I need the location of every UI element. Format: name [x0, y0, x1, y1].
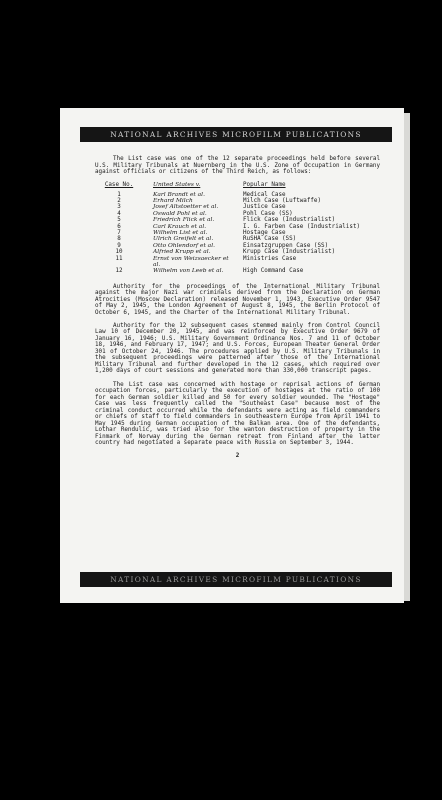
header-defendant: United States v. [153, 182, 201, 189]
case-number-cell: 8 [117, 236, 121, 243]
table-row [95, 256, 380, 269]
case-number-cell: 10 [115, 249, 123, 256]
defendant-cell: Friedrich Flick et al. [153, 217, 215, 224]
case-table-body [95, 192, 380, 275]
case-number-cell: 11 [115, 255, 123, 262]
case-number-cell: 2 [117, 198, 121, 204]
header-band: NATIONAL ARCHIVES MICROFILM PUBLICATIONS [80, 127, 392, 142]
defendant-cell: Otto Ohlendorf et al. [153, 242, 215, 249]
case-table-header [95, 182, 380, 192]
defendant-cell: Erhard Milch [153, 198, 193, 204]
popular-name-cell: Pohl Case (SS) [243, 210, 293, 217]
defendant-cell: Karl Brandt et al. [153, 191, 205, 198]
paragraph-authority-imt: Authority for the proceedings of the International Military Tribunal against the major Nazi war criminals derived from the Declaration on German Atrocities (Moscow Declaration) released November 1, 1943, Executive Order 9547 of May 2, 1945, the London Agreement of August 8, 1945, the Berlin Protocol of October 6, 1945, and the Charter of the International Military Tribunal. [95, 283, 380, 316]
defendant-cell: Carl Krauch et al. [153, 223, 207, 230]
defendant-cell: Wilhelm List et al. [153, 230, 208, 237]
case-number-cell: 5 [117, 217, 121, 224]
paragraph-authority-subsequent: Authority for the 12 subsequent cases stemmed mainly from Control Council Law 10 of December 20, 1945, and was reinforced by Executive Order 9679 of January 16, 1946; U.S. Military Government Ordinance Nos. 7 and 11 of October 18, 1946, and February 17, 1947; and U.S. Forces, European Theater General Order 301 of October 24, 1946. The procedures applied by U.S. Military Tribunals in the subsequent proceedings were patterned after those of the International Military Tribunal and further developed in the 12 cases, which required over 1,200 days of court sessions and generated more than 330,000 transcript pages. [95, 322, 380, 375]
popular-name-cell: Justice Case [243, 204, 286, 211]
popular-name-cell: High Command Case [243, 268, 304, 275]
popular-name-cell: Krupp Case (Industrialist) [243, 249, 336, 256]
table-row [95, 268, 380, 274]
header-popular-name: Popular Name [243, 182, 286, 189]
case-number-cell: 7 [117, 230, 121, 237]
popular-name-cell: Hostage Case [243, 230, 286, 237]
popular-name-cell: Ministries Case [243, 255, 297, 262]
popular-name-cell: Medical Case [243, 191, 286, 198]
page-edge [404, 113, 410, 601]
popular-name-cell: Flick Case (Industrialist) [243, 217, 336, 224]
page-number: 2 [235, 453, 240, 460]
popular-name-cell: I. G. Farben Case (Industrialist) [243, 223, 361, 230]
popular-name-cell: Einsatzgruppen Case (SS) [243, 242, 329, 249]
defendant-cell: Josef Altstoetter et al. [153, 204, 219, 211]
case-number-cell: 9 [117, 242, 121, 249]
popular-name-cell: Milch Case (Luftwaffe) [243, 198, 322, 204]
case-number-cell: 4 [117, 210, 121, 217]
case-number-cell: 3 [117, 204, 121, 211]
popular-name-cell: RuSHA Case (SS) [243, 236, 297, 243]
defendant-cell: Alfried Krupp et al. [153, 249, 211, 256]
case-number-cell: 12 [115, 268, 123, 275]
paragraph-list-case: The List case was concerned with hostage or reprisal actions of German occupation forces, particularly the execution of hostages at the ratio of 100 for each German soldier killed and 50 for every soldier wounded. The "Hostage" Case was less frequently called the "Southeast Case" because most of the criminal conduct occurred while the defendants were acting as field commanders or chiefs of staff to field commanders in southeastern Europe from April 1941 to May 1945 during German occupation of the Balkan area. One of the defendants, Lothar Rendulic, was tried also for the wanton destruction of property in the Finmark of Norway during the German retreat from Finland after the latter country had negotiated a separate peace with Russia on September 3, 1944. [95, 381, 380, 447]
intro-paragraph: The List case was one of the 12 separate proceedings held before several U.S. Military Tribunals at Nuernberg in the U.S. Zone of Occupation in Germany against officials or citizens of the Third Reich, as follows: [95, 156, 380, 175]
case-number-cell: 6 [117, 223, 121, 230]
defendant-cell: Ulrich Greifelt et al. [153, 236, 214, 243]
defendant-cell: Ernst von Weizsaecker et al. [153, 255, 229, 269]
defendant-cell: Wilhelm von Leeb et al. [153, 268, 224, 275]
footer-band: NATIONAL ARCHIVES MICROFILM PUBLICATIONS [80, 572, 392, 587]
case-number-cell: 1 [117, 191, 121, 198]
document-body [95, 156, 380, 460]
case-table [95, 182, 380, 275]
header-case-no: Case No. [104, 182, 134, 189]
defendant-cell: Oswald Pohl et al. [153, 210, 207, 217]
